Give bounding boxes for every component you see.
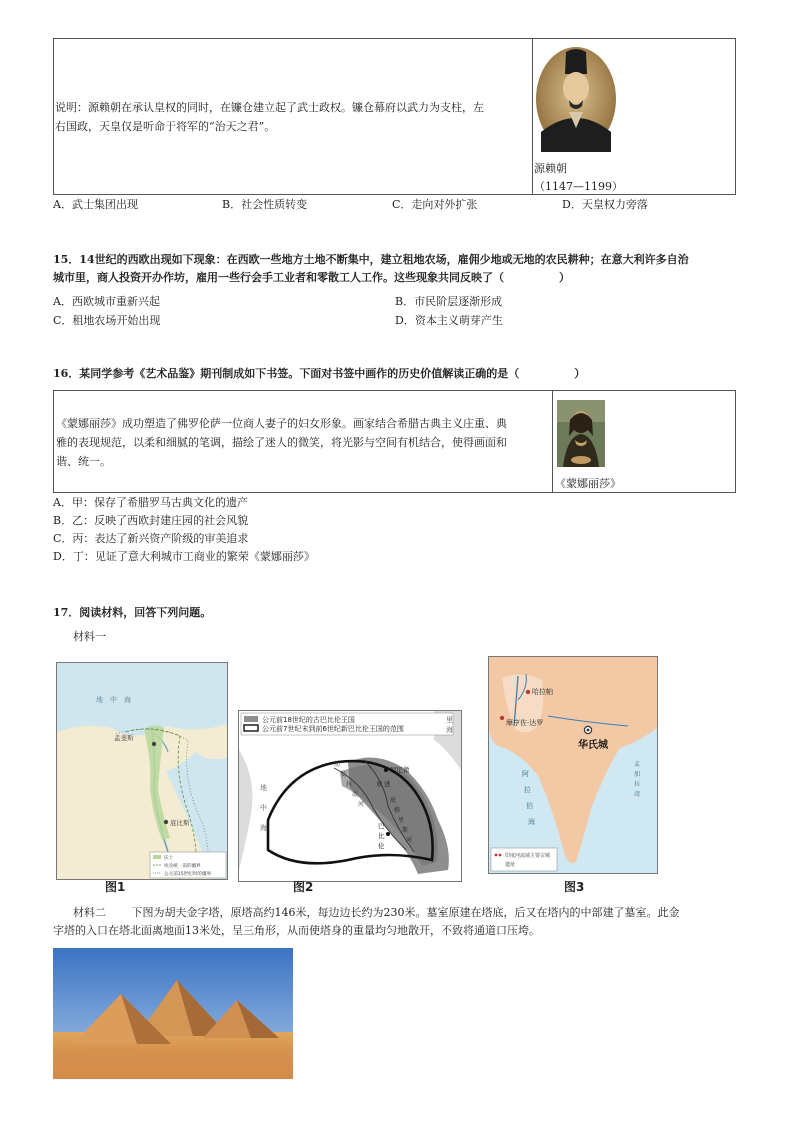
q14-caption-years: （1147—1199） <box>534 180 623 193</box>
q14-caption-name: 源赖朝 <box>534 162 567 175</box>
q14-option-b[interactable]: B．社会性质转变 <box>222 198 308 211</box>
fig2-euphrates-5: 河 <box>358 801 365 808</box>
fig3-arabian-4: 海 <box>528 818 535 826</box>
pyramid-photo <box>53 948 293 1079</box>
fig3-huashi-label: 华氏城 <box>578 740 608 751</box>
fig2-assyria-2: 述 <box>384 780 391 788</box>
q16-table-divider <box>552 390 553 493</box>
fig3-caption: 图3 <box>564 880 585 894</box>
minamoto-portrait <box>535 46 617 152</box>
q14-table-divider <box>532 38 533 195</box>
fig2-sea-right-2: 海 <box>446 726 453 734</box>
fig1-thebes-marker <box>164 820 168 824</box>
fig2-sea-left-3: 海 <box>260 824 267 832</box>
fig3-bengal-2: 加 <box>634 771 641 778</box>
fig1-memphis-marker <box>152 742 156 746</box>
fig3-arabian-2: 拉 <box>524 786 531 794</box>
fig2-euphrates-3: 拉 <box>346 781 353 788</box>
fig3-harappa-marker <box>526 690 530 694</box>
q16-option-b[interactable]: B．乙：反映了西欧封建庄园的社会风貌 <box>53 514 249 527</box>
q15-option-b[interactable]: B．市民阶层逐渐形成 <box>395 295 503 308</box>
q16-description-line2: 雅的表现规范，以柔和细腻的笔调，描绘了迷人的微笑，将光影与空间有机结合，使得画面和 <box>56 436 507 449</box>
fig2-sea-left-1: 地 <box>260 784 267 792</box>
q16-option-a[interactable]: A．甲：保存了希腊罗马古典文化的遗产 <box>53 496 248 509</box>
fig1-legend-2: 埃及统一前的疆界 <box>164 864 201 869</box>
q14-option-d[interactable]: D．天皇权力旁落 <box>562 198 648 211</box>
q17-stem: 17．阅读材料，回答下列问题。 <box>53 606 212 619</box>
fig3-legend-2: 遗址 <box>505 862 516 868</box>
fig2-legend-1: 公元前18世纪的古巴比伦王国 <box>262 716 355 724</box>
fig3-mohenjo-marker <box>500 716 504 720</box>
q15-option-c[interactable]: C．租地农场开始出现 <box>53 314 161 327</box>
fig2-babylon-1: 巴 <box>378 822 385 830</box>
q16-caption: 《蒙娜丽莎》 <box>555 477 621 490</box>
fig1-sea-label: 地 中 海 <box>96 696 131 704</box>
fig2-tigris-4: 斯 <box>402 827 409 834</box>
mona-lisa-image <box>557 400 605 467</box>
q15-option-d[interactable]: D．资本主义萌芽产生 <box>395 314 503 327</box>
q17-material2-line2: 字塔的入口在塔北面离地面13米处，呈三角形，从而使塔身的重量均匀地散开，不致将通道口压垮。 <box>53 924 540 937</box>
fig2-nineveh-label: 尼尼微 <box>390 766 410 774</box>
q16-stem: 16．某同学参考《艺术品鉴》期刊制成如下书签。下面对书签中画作的历史价值解读正确的是（ ） <box>53 367 586 380</box>
fig3-bengal-4: 湾 <box>634 791 641 798</box>
q16-description-line1: 《蒙娜丽莎》成功塑造了佛罗伦萨一位商人妻子的妇女形象。画家结合希腊古典主义庄重、典 <box>56 417 507 430</box>
fig2-euphrates-1: 幼 <box>334 761 341 768</box>
q15-option-a[interactable]: A．西欧城市重新兴起 <box>53 295 160 308</box>
fig3-india-map <box>488 656 658 874</box>
fig2-caption: 图2 <box>293 880 314 894</box>
fig2-babylon-3: 伦 <box>378 842 385 850</box>
fig2-babylon-2: 比 <box>378 832 385 840</box>
fig2-tigris-2: 格 <box>394 807 401 814</box>
fig2-tigris-5: 河 <box>406 837 413 844</box>
fig2-euphrates-2: 发 <box>340 771 347 778</box>
fig3-harappa-label: 哈拉帕 <box>532 688 553 696</box>
q14-description-line1: 说明：源赖朝在承认皇权的同时，在镰仓建立起了武士政权。镰仓幕府以武力为支柱，左 <box>55 101 484 114</box>
fig2-legend-2: 公元前7世纪末到前6世纪新巴比伦王国的范围 <box>262 725 404 733</box>
q15-stem-line2: 城市里，商人投资开办作坊，雇用一些行会手工业者和零散工人工作。这些现象共同反映了（ ） <box>53 271 570 284</box>
fig1-legend-3: 公元前15世纪时的疆界 <box>164 872 212 877</box>
q14-option-c[interactable]: C．走向对外扩张 <box>392 198 478 211</box>
fig1-caption: 图1 <box>105 880 126 894</box>
fig2-sea-left-2: 中 <box>260 804 267 812</box>
fig2-babylon-marker <box>386 832 390 836</box>
q16-option-d[interactable]: D．丁：见证了意大利城市工商业的繁荣《蒙娜丽莎》 <box>53 550 315 563</box>
fig3-arabian-3: 伯 <box>526 802 533 810</box>
fig2-tigris-1: 底 <box>390 797 397 804</box>
fig3-legend-1: 印度河流域主要古城 <box>505 853 551 859</box>
fig1-thebes-label: 底比斯 <box>170 819 190 827</box>
fig1-memphis-label: 孟斐斯 <box>114 734 134 742</box>
fig2-babylon-map <box>238 710 462 882</box>
q14-description-line2: 右国政，天皇仅是听命于将军的“治天之君”。 <box>55 120 276 133</box>
fig1-legend-1: 沃土 <box>164 856 174 861</box>
q16-description-line3: 谐、统一。 <box>56 455 111 468</box>
fig1-egypt-map <box>56 662 228 880</box>
fig2-nineveh-marker <box>384 768 388 772</box>
fig2-tigris-3: 里 <box>398 817 405 824</box>
q15-stem-line1: 15．14世纪的西欧出现如下现象：在西欧一些地方土地不断集中，建立租地农场，雇佣少地或无地的农民耕种；在意大利许多自治 <box>53 253 689 266</box>
fig3-bengal-3: 拉 <box>634 781 641 788</box>
fig3-bengal-1: 孟 <box>634 761 641 768</box>
q17-material2-line1: 材料二 下图为胡夫金字塔，原塔高约146米，每边边长约为230米。墓室原建在塔底，后又在塔内的中部建了墓室。此金 <box>73 906 680 919</box>
fig2-euphrates-4: 底 <box>352 791 359 798</box>
fig2-assyria-1: 亚 <box>376 780 383 788</box>
fig3-mohenjo-label: 摩亨佐·达罗 <box>506 719 544 727</box>
fig2-sea-right-1: 里 <box>446 716 453 724</box>
q17-material1-label: 材料一 <box>73 630 106 643</box>
fig3-arabian-1: 阿 <box>522 770 529 778</box>
q16-option-c[interactable]: C．丙：表达了新兴资产阶级的审美追求 <box>53 532 249 545</box>
q14-option-a[interactable]: A．武士集团出现 <box>53 198 138 211</box>
